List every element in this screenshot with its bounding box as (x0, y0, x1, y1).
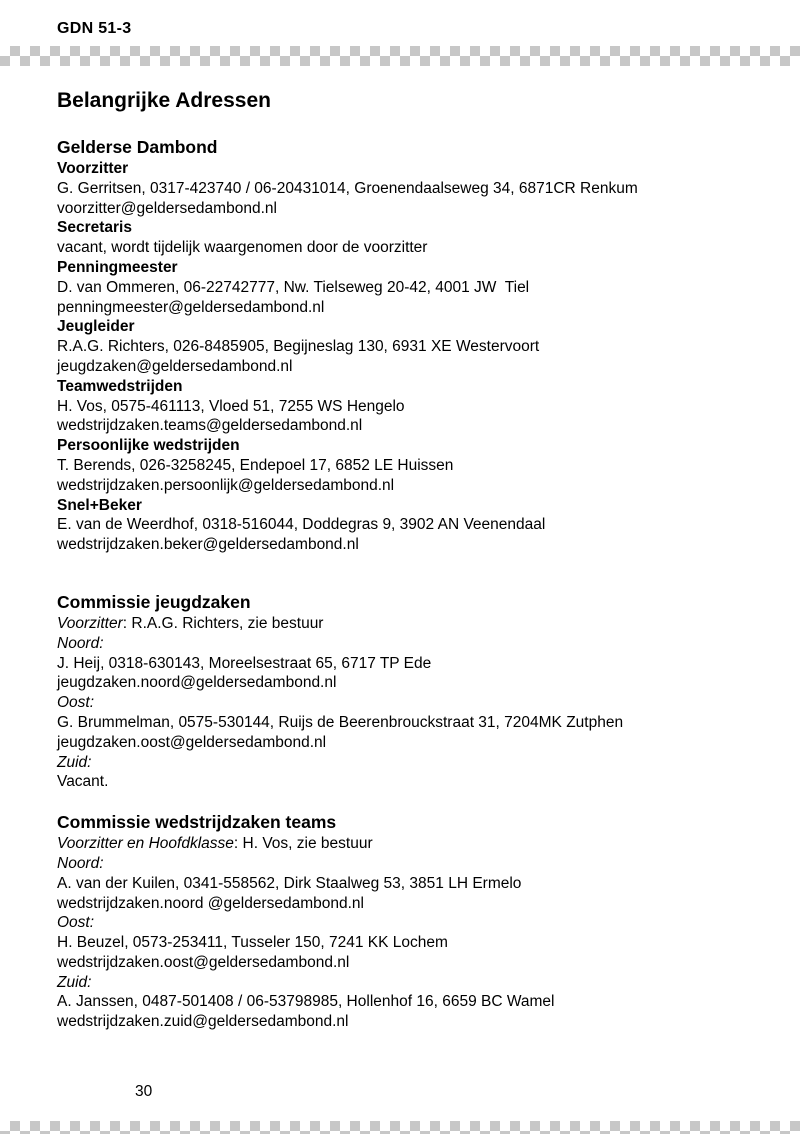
section-gelderse-dambond (57, 137, 760, 555)
address-line: G. Brummelman, 0575-530144, Ruijs de Beerenbrouckstraat 31, 7204MK Zutphen (57, 713, 624, 731)
address-line: E. van de Weerdhof, 0318-516044, Doddegras 9, 3902 AN Veenendaal (57, 516, 546, 534)
email-line: jeugdzaken.oost@geldersedambond.nl (57, 733, 327, 751)
email-line: wedstrijdzaken.persoonlijk@geldersedambond.nl (57, 476, 395, 494)
region-label: Oost: (57, 914, 95, 932)
chair-value: : H. Vos, zie bestuur (233, 835, 373, 853)
address-line: A. van der Kuilen, 0341-558562, Dirk Staalweg 53, 3851 LH Ermelo (57, 874, 522, 892)
section-commissie-jeugdzaken (57, 592, 760, 792)
chair-label: Voorzitter (57, 614, 123, 632)
role-label: Penningmeester (57, 258, 178, 276)
role-label: Snel+Beker (57, 496, 142, 514)
checker-band-bottom (0, 1121, 800, 1134)
role-label: Voorzitter (57, 160, 129, 177)
region-label: Noord: (57, 634, 104, 652)
email-line: wedstrijdzaken.beker@geldersedambond.nl (57, 536, 359, 554)
address-line: A. Janssen, 0487-501408 / 06-53798985, Hollenhof 16, 6659 BC Wamel (57, 993, 555, 1011)
address-line: G. Gerritsen, 0317-423740 / 06-20431014, Groenendaalseweg 34, 6871CR Renkum (57, 179, 638, 197)
address-line: H. Vos, 0575-461113, Vloed 51, 7255 WS Hengelo (57, 397, 405, 415)
address-line: R.A.G. Richters, 026-8485905, Begijneslag 130, 6931 XE Westervoort (57, 338, 540, 356)
email-line: wedstrijdzaken.teams@geldersedambond.nl (57, 417, 363, 435)
region-label: Noord: (57, 854, 104, 872)
address-line: D. van Ommeren, 06-22742777, Nw. Tielseweg 20-42, 4001 JW Tiel (57, 278, 530, 296)
address-line: vacant, wordt tijdelijk waargenomen door de voorzitter (57, 239, 428, 257)
section-commissie-wedstrijdzaken-teams (57, 812, 760, 1032)
page-title: Belangrijke Adressen (57, 89, 271, 112)
email-line: wedstrijdzaken.oost@geldersedambond.nl (57, 953, 350, 971)
chair-label: Voorzitter en Hoofdklasse (57, 835, 234, 853)
vacant-line: Vacant. (57, 773, 109, 791)
role-label: Secretaris (57, 219, 132, 237)
page-number: 30 (135, 1083, 153, 1100)
section-title: Gelderse Dambond (57, 137, 218, 157)
email-line: wedstrijdzaken.zuid@geldersedambond.nl (57, 1013, 349, 1031)
region-label: Zuid: (57, 973, 92, 991)
email-line: penningmeester@geldersedambond.nl (57, 298, 325, 316)
region-label: Zuid: (57, 753, 92, 771)
checker-band-top (0, 46, 800, 66)
role-label: Persoonlijke wedstrijden (57, 437, 240, 455)
email-line: jeugdzaken@geldersedambond.nl (57, 357, 293, 375)
section-title: Commissie wedstrijdzaken teams (57, 812, 337, 833)
address-line: J. Heij, 0318-630143, Moreelsestraat 65, 6717 TP Ede (57, 654, 432, 672)
email-line: wedstrijdzaken.noord @geldersedambond.nl (57, 894, 364, 912)
email-line: voorzitter@geldersedambond.nl (57, 199, 277, 217)
address-line: H. Beuzel, 0573-253411, Tusseler 150, 7241 KK Lochem (57, 934, 448, 952)
email-line: jeugdzaken.noord@geldersedambond.nl (57, 674, 337, 692)
region-label: Oost: (57, 694, 95, 712)
page-content (57, 90, 760, 1032)
role-label: Teamwedstrijden (57, 377, 183, 395)
chair-line (57, 614, 760, 634)
chair-value: : R.A.G. Richters, zie bestuur (122, 614, 324, 632)
address-line: T. Berends, 026-3258245, Endepoel 17, 6852 LE Huissen (57, 456, 454, 474)
section-title: Commissie jeugdzaken (57, 591, 251, 612)
doc-code: GDN 51-3 (57, 20, 132, 37)
chair-line (57, 834, 760, 854)
role-label: Jeugleider (57, 318, 135, 336)
